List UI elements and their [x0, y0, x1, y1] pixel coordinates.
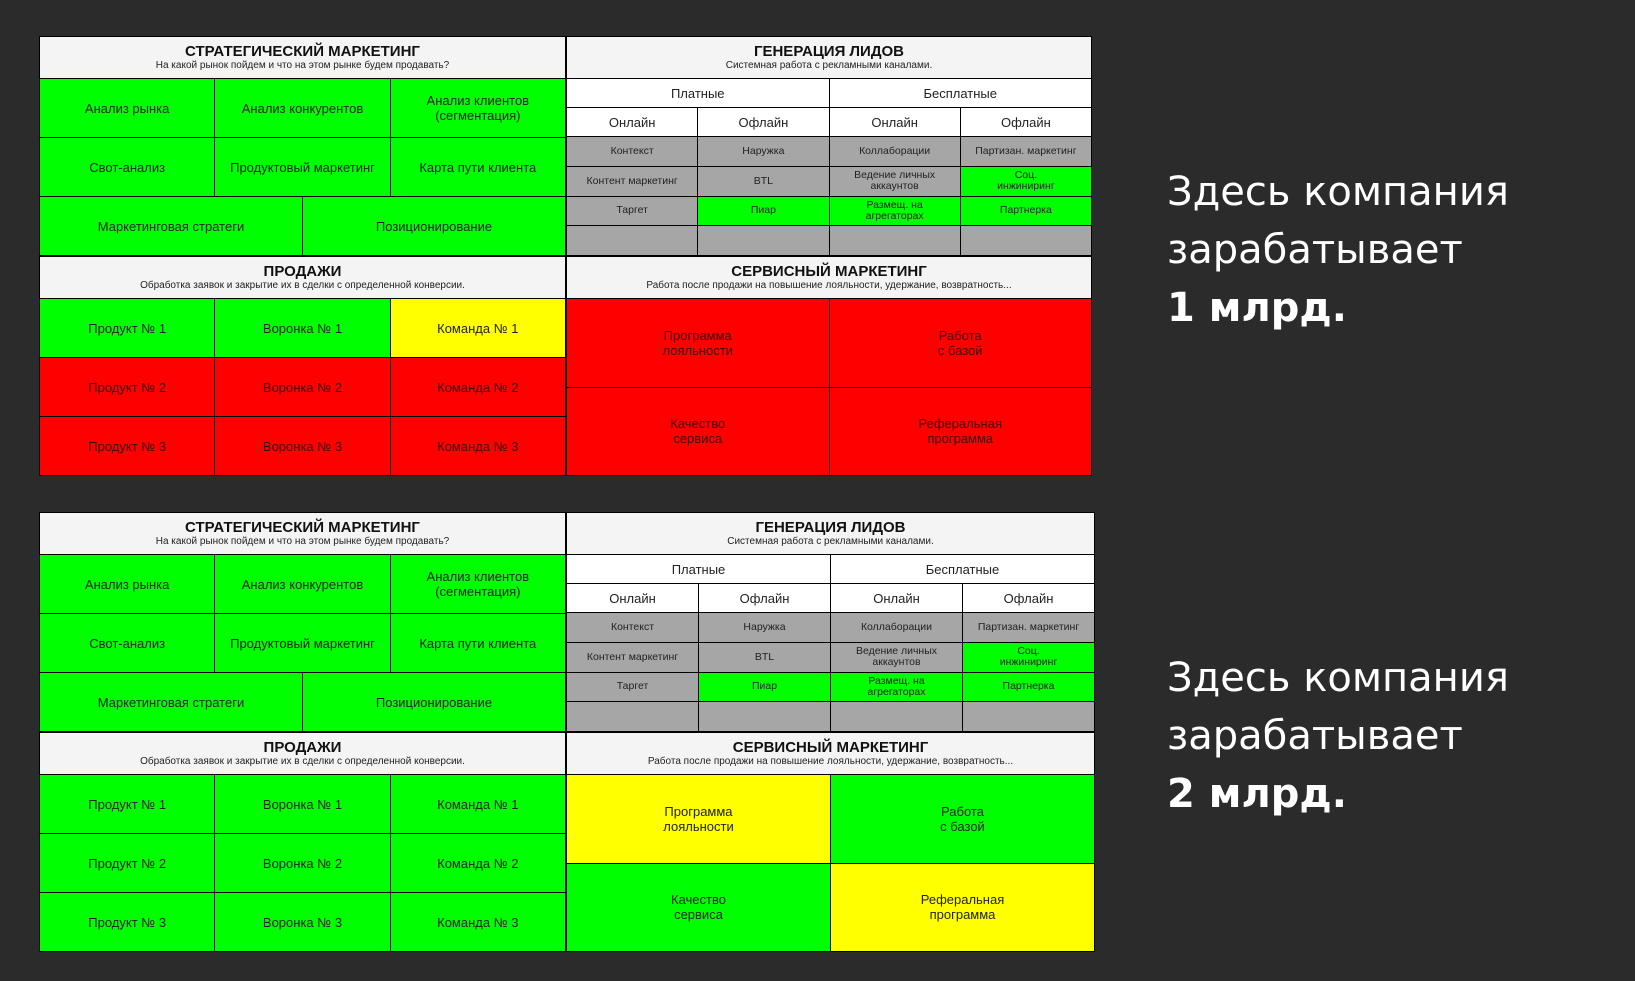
cell-empty [961, 226, 1091, 255]
block-subtitle: На какой рынок пойдем и что на этом рынке будем продавать? [155, 60, 450, 71]
block-subtitle: Работа после продажи на повышение лояльности, удержание, возвратность... [646, 280, 1012, 291]
cell-product-3: Продукт № 3 [40, 417, 214, 475]
caption-amount: 1 млрд. [1167, 285, 1347, 331]
subgroup-offline: Офлайн [961, 108, 1091, 136]
block-title: СЕРВИСНЫЙ МАРКЕТИНГ [732, 739, 929, 756]
cell-target: Таргет [567, 673, 698, 702]
block-subtitle: На какой рынок пойдем и что на этом рынке будем продавать? [155, 536, 450, 547]
caption-line-1: Здесь компания [1167, 169, 1509, 215]
cell-customer-journey: Карта пути клиента [391, 138, 565, 196]
block-title: СТРАТЕГИЧЕСКИЙ МАРКЕТИНГ [185, 43, 420, 60]
cell-target: Таргет [567, 197, 697, 226]
cell-btl: BTL [698, 167, 828, 196]
cell-client-analysis: Анализ клиентов (сегментация) [391, 79, 565, 137]
cell-outdoor: Наружка [698, 137, 828, 166]
cell-aggregators: Размещ. на агрегаторах [831, 673, 962, 702]
cell-team-1: Команда № 1 [391, 775, 565, 833]
cell-context: Контекст [567, 137, 697, 166]
sales-header [40, 257, 565, 299]
cell-empty [963, 702, 1094, 731]
cell-referral-program: Реферальная программа [831, 864, 1094, 952]
block-title: ПРОДАЖИ [263, 739, 342, 756]
cell-product-marketing: Продуктовый маркетинг [215, 614, 389, 672]
cell-customer-journey: Карта пути клиента [391, 614, 565, 672]
cell-marketing-strategy: Маркетинговая стратеги [40, 197, 302, 255]
service-marketing-block [567, 733, 1094, 951]
block-subtitle: Работа после продажи на повышение лояльности, удержание, возвратность... [647, 756, 1014, 767]
cell-product-1: Продукт № 1 [40, 299, 214, 357]
caption-line-1: Здесь компания [1167, 655, 1509, 701]
cell-funnel-3: Воронка № 3 [215, 417, 389, 475]
group-free: Бесплатные [830, 79, 1092, 107]
block-title: СТРАТЕГИЧЕСКИЙ МАРКЕТИНГ [185, 519, 420, 536]
cell-social-engineering: Соц. инжиниринг [963, 643, 1094, 672]
block-subtitle: Обработка заявок и закрытие их в сделки с определенной конверсии. [140, 756, 465, 767]
cell-funnel-3: Воронка № 3 [215, 893, 389, 951]
subgroup-online: Онлайн [567, 108, 697, 136]
subgroup-offline: Офлайн [963, 584, 1094, 612]
block-title: ПРОДАЖИ [263, 263, 342, 280]
cell-outdoor: Наружка [699, 613, 830, 642]
cell-pr: Пиар [698, 197, 828, 226]
cell-marketing-strategy: Маркетинговая стратеги [40, 673, 302, 731]
block-title: ГЕНЕРАЦИЯ ЛИДОВ [753, 43, 905, 60]
sales-block [40, 257, 565, 475]
cell-product-marketing: Продуктовый маркетинг [215, 138, 389, 196]
cell-swot: Свот-анализ [40, 614, 214, 672]
cell-funnel-1: Воронка № 1 [215, 299, 389, 357]
cell-social-engineering: Соц. инжиниринг [961, 167, 1091, 196]
cell-empty [699, 702, 830, 731]
cell-personal-accounts: Ведение личных аккаунтов [831, 643, 962, 672]
service-marketing-block [567, 257, 1091, 475]
sales-block [40, 733, 565, 951]
strategic-marketing-header [40, 37, 565, 79]
cell-service-quality: Качество сервиса [567, 864, 830, 952]
cell-btl: BTL [699, 643, 830, 672]
cell-service-quality: Качество сервиса [567, 388, 829, 476]
cell-pr: Пиар [699, 673, 830, 702]
cell-market-analysis: Анализ рынка [40, 555, 214, 613]
sales-header [40, 733, 565, 775]
cell-market-analysis: Анализ рынка [40, 79, 214, 137]
cell-aggregators: Размещ. на агрегаторах [830, 197, 960, 226]
caption-board-1 [1167, 163, 1509, 337]
cell-context: Контекст [567, 613, 698, 642]
maturity-board-2 [39, 512, 1095, 952]
cell-team-2: Команда № 2 [391, 358, 565, 416]
cell-product-3: Продукт № 3 [40, 893, 214, 951]
cell-funnel-1: Воронка № 1 [215, 775, 389, 833]
cell-base-work: Работа с базой [831, 775, 1094, 863]
cell-product-1: Продукт № 1 [40, 775, 214, 833]
subgroup-offline: Офлайн [699, 584, 830, 612]
subgroup-online: Онлайн [567, 584, 698, 612]
cell-loyalty-program: Программа лояльности [567, 775, 830, 863]
cell-product-2: Продукт № 2 [40, 358, 214, 416]
cell-empty [830, 226, 960, 255]
cell-competitor-analysis: Анализ конкурентов [215, 79, 389, 137]
service-marketing-header [567, 257, 1091, 299]
cell-competitor-analysis: Анализ конкурентов [215, 555, 389, 613]
strategic-marketing-block [40, 513, 565, 731]
cell-team-1: Команда № 1 [391, 299, 565, 357]
cell-positioning: Позиционирование [303, 197, 565, 255]
cell-guerrilla: Партизан. маркетинг [961, 137, 1091, 166]
cell-content-marketing: Контент маркетинг [567, 643, 698, 672]
cell-partner: Партнерка [961, 197, 1091, 226]
cell-guerrilla: Партизан. маркетинг [963, 613, 1094, 642]
cell-empty [831, 702, 962, 731]
caption-amount: 2 млрд. [1167, 771, 1347, 817]
block-title: ГЕНЕРАЦИЯ ЛИДОВ [755, 519, 906, 536]
lead-generation-header [567, 513, 1094, 555]
cell-funnel-2: Воронка № 2 [215, 834, 389, 892]
cell-loyalty-program: Программа лояльности [567, 299, 829, 387]
cell-product-2: Продукт № 2 [40, 834, 214, 892]
cell-empty [567, 702, 698, 731]
cell-collaborations: Коллаборации [831, 613, 962, 642]
cell-positioning: Позиционирование [303, 673, 565, 731]
cell-referral-program: Реферальная программа [830, 388, 1092, 476]
caption-board-2 [1167, 649, 1509, 823]
subgroup-online: Онлайн [830, 108, 960, 136]
cell-funnel-2: Воронка № 2 [215, 358, 389, 416]
cell-base-work: Работа с базой [830, 299, 1092, 387]
cell-empty [567, 226, 697, 255]
service-marketing-header [567, 733, 1094, 775]
strategic-marketing-block [40, 37, 565, 255]
lead-generation-block [567, 37, 1091, 255]
block-subtitle: Системная работа с рекламными каналами. [725, 60, 933, 71]
cell-personal-accounts: Ведение личных аккаунтов [830, 167, 960, 196]
cell-team-3: Команда № 3 [391, 893, 565, 951]
subgroup-offline: Офлайн [698, 108, 828, 136]
group-paid: Платные [567, 79, 829, 107]
maturity-board-1 [39, 36, 1092, 476]
group-free: Бесплатные [831, 555, 1094, 583]
lead-generation-header [567, 37, 1091, 79]
cell-team-3: Команда № 3 [391, 417, 565, 475]
cell-team-2: Команда № 2 [391, 834, 565, 892]
cell-collaborations: Коллаборации [830, 137, 960, 166]
cell-content-marketing: Контент маркетинг [567, 167, 697, 196]
cell-swot: Свот-анализ [40, 138, 214, 196]
cell-client-analysis: Анализ клиентов (сегментация) [391, 555, 565, 613]
group-paid: Платные [567, 555, 830, 583]
block-subtitle: Системная работа с рекламными каналами. [727, 536, 934, 547]
lead-generation-block [567, 513, 1094, 731]
subgroup-online: Онлайн [831, 584, 962, 612]
block-title: СЕРВИСНЫЙ МАРКЕТИНГ [731, 263, 927, 280]
caption-line-2: зарабатывает [1167, 713, 1463, 759]
cell-partner: Партнерка [963, 673, 1094, 702]
cell-empty [698, 226, 828, 255]
caption-line-2: зарабатывает [1167, 227, 1463, 273]
block-subtitle: Обработка заявок и закрытие их в сделки с определенной конверсии. [140, 280, 465, 291]
strategic-marketing-header [40, 513, 565, 555]
